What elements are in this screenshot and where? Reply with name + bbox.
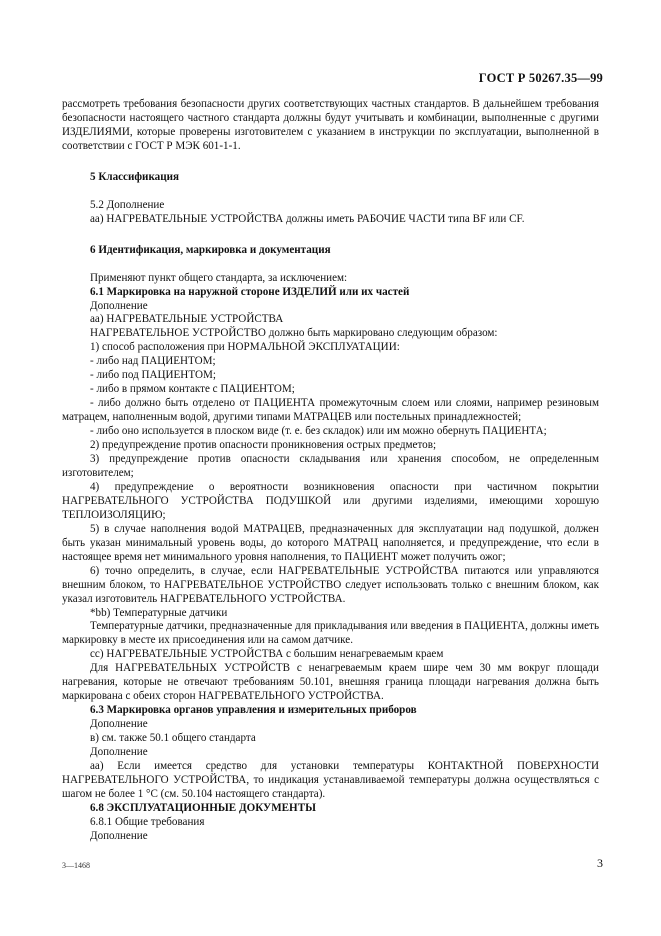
list-item: 2) предупреждение против опасности проникновения острых предметов; [90, 439, 437, 452]
body-paragraph: Дополнение [90, 718, 148, 731]
list-item: 4) предупреждение о вероятности возникновения опасности при частичном покрытии НАГРЕВАТЕЛЬНОГО УСТРОЙСТВА ПОДУШКОЙ или другими изделиями, имеющими хорошую ТЕПЛОИЗОЛЯЦИЮ; [62, 480, 599, 521]
subsection-heading: 6.3 Маркировка органов управления и измерительных приборов [90, 704, 417, 717]
list-item: - либо должно быть отделено от ПАЦИЕНТА промежуточным слоем или слоями, например резиновым матрацем, наполненным водой, другими типами МАТРАЦЕВ или постельных принадлежностей; [62, 397, 599, 424]
body-paragraph: Дополнение [90, 299, 148, 312]
page-number: 3 [597, 856, 603, 870]
subsection-label: 5.2 Дополнение [90, 198, 165, 211]
intro-paragraph: рассмотреть требования безопасности других соответствующих частных стандартов. В дальнейшем требования безопасности настоящего частного стандарта должны будут учитывать и комбинации, выполненные с другими ИЗДЕЛИЯМИ, которые проверены изготовителем с указанием в инструкции по эксплуатации, выполненной в соответствии с ГОСТ Р МЭК 601-1-1. [62, 98, 599, 152]
list-item: - либо под ПАЦИЕНТОМ; [90, 369, 216, 382]
section-heading-identification: 6 Идентификация, маркировка и документация [90, 243, 331, 256]
document-standard-number: ГОСТ Р 50267.35—99 [478, 71, 603, 85]
list-item: 5) в случае наполнения водой МАТРАЦЕВ, предназначенных для эксплуатации над подушкой, должен быть указан минимальный уровень воды, до которого МАТРАЦ наполняется, и предупреждение, что если в настоящее время нет минимального уровня наполнения, то ПАЦИЕНТ может получить ожог; [62, 522, 599, 563]
list-item: - либо оно используется в плоском виде (т. е. без складок) или им можно обернуть ПАЦИЕНТА; [90, 425, 547, 438]
list-item: аа) Если имеется средство для установки температуры КОНТАКТНОЙ ПОВЕРХНОСТИ НАГРЕВАТЕЛЬНОГО УСТРОЙСТВА, то индикация устанавливаемой температуры должна осуществляться с шагом не более 1 °С (см. 50.104 настоящего стандарта). [62, 759, 599, 800]
subsection-heading: 6.1 Маркировка на наружной стороне ИЗДЕЛИЙ или их частей [90, 285, 410, 298]
list-item: 3) предупреждение против опасности складывания или хранения способом, не определенным изготовителем; [62, 453, 599, 479]
list-item: - либо в прямом контакте с ПАЦИЕНТОМ; [90, 383, 295, 396]
list-item: в) см. также 50.1 общего стандарта [90, 732, 256, 745]
print-code: 3—1468 [62, 861, 90, 870]
section-heading-classification: 5 Классификация [90, 170, 179, 183]
body-paragraph: Температурные датчики, предназначенные для прикладывания или введения в ПАЦИЕНТА, должны иметь маркировку в месте их присоединения или на самом датчике. [62, 620, 599, 647]
body-paragraph: Дополнение [90, 746, 148, 759]
list-item: 6) точно определить, в случае, если НАГРЕВАТЕЛЬНЫЕ УСТРОЙСТВА питаются или управляются внешним блоком, то НАГРЕВАТЕЛЬНОЕ УСТРОЙСТВО следует использовать только с внешним блоком, как указал изготовитель НАГРЕВАТЕЛЬНОГО УСТРОЙСТВА. [62, 564, 599, 605]
list-item: аа) НАГРЕВАТЕЛЬНЫЕ УСТРОЙСТВА должны иметь РАБОЧИЕ ЧАСТИ типа BF или CF. [90, 212, 525, 225]
body-paragraph: НАГРЕВАТЕЛЬНОЕ УСТРОЙСТВО должно быть маркировано следующим образом: [90, 327, 498, 340]
document-body [62, 98, 599, 844]
list-item: аа) НАГРЕВАТЕЛЬНЫЕ УСТРОЙСТВА [90, 313, 284, 326]
body-paragraph: Применяют пункт общего стандарта, за исключением: [90, 271, 348, 284]
list-item: сс) НАГРЕВАТЕЛЬНЫЕ УСТРОЙСТВА с большим ненагреваемым краем [90, 648, 444, 661]
body-paragraph: Для НАГРЕВАТЕЛЬНЫХ УСТРОЙСТВ с ненагреваемым краем шире чем 30 мм вокруг площади нагревания, которые не отвечают требованиям 50.101, внешняя граница площади нагревания должна быть маркирована с обеих сторон НАГРЕВАТЕЛЬНОГО УСТРОЙСТВА. [62, 662, 599, 703]
list-item: *bb) Температурные датчики [90, 606, 228, 619]
list-item: 1) способ расположения при НОРМАЛЬНОЙ ЭКСПЛУАТАЦИИ: [90, 341, 400, 354]
body-paragraph: Дополнение [90, 829, 148, 842]
list-item: - либо над ПАЦИЕНТОМ; [90, 355, 216, 368]
subsection-heading: 6.8 ЭКСПЛУАТАЦИОННЫЕ ДОКУМЕНТЫ [90, 801, 316, 814]
subsection-label: 6.8.1 Общие требования [90, 815, 205, 828]
